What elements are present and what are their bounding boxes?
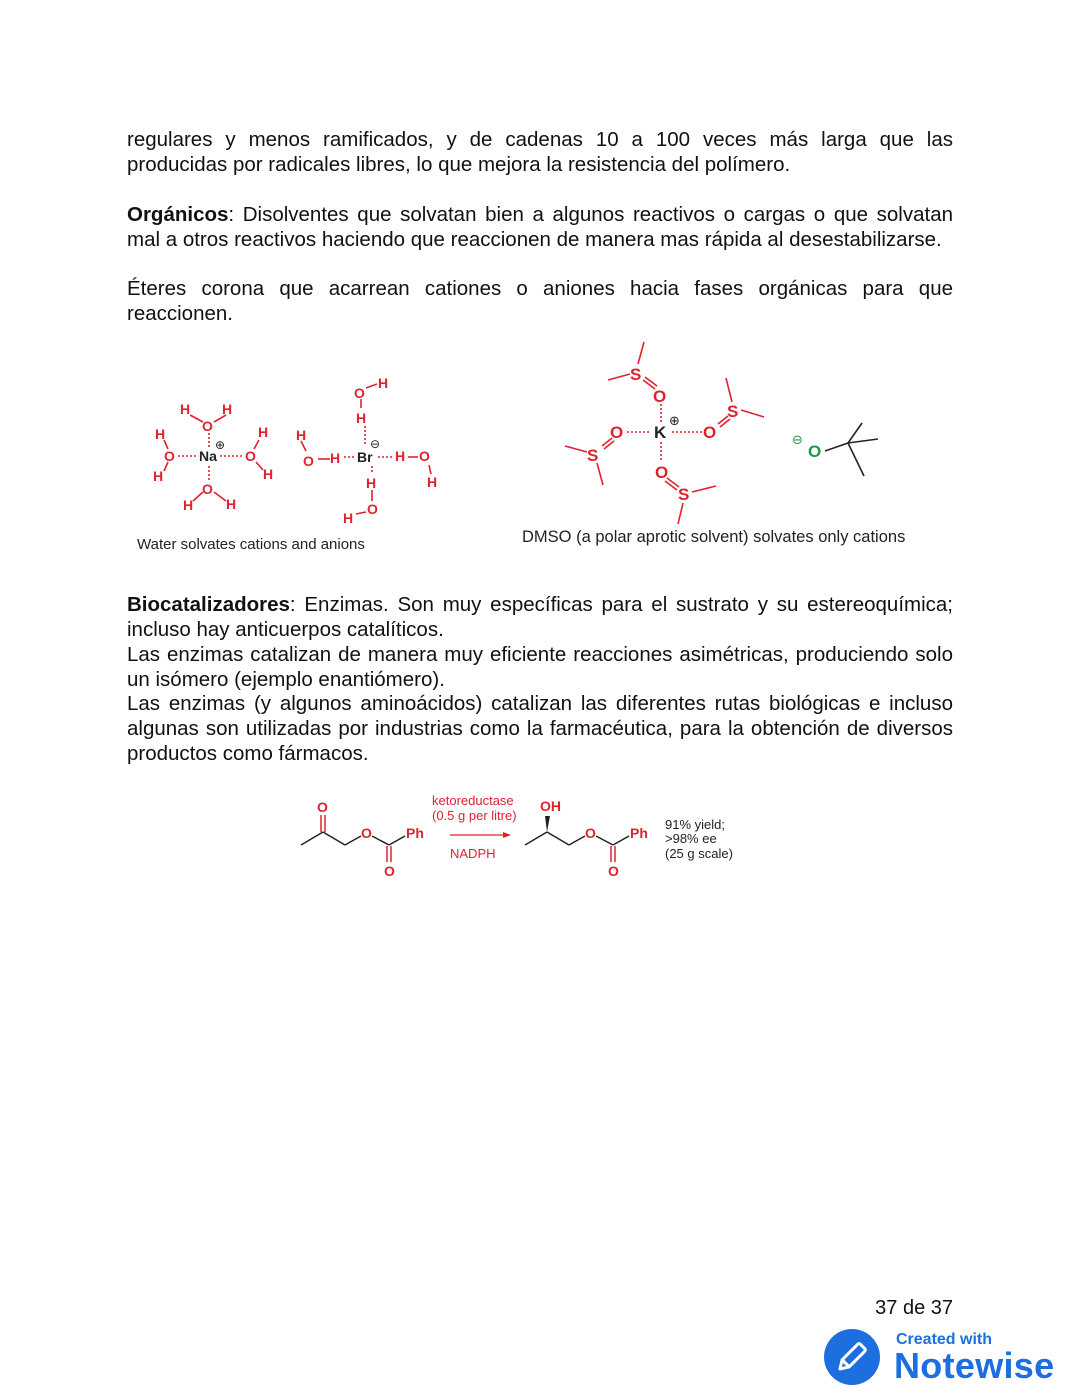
product-hydroxyester xyxy=(525,798,648,879)
svg-text:O: O xyxy=(808,442,822,461)
paragraph-biocatalizadores: Biocatalizadores: Enzimas. Son muy específicas para el sustrato y su estereoquímica; incluso hay anticuerpos catalíticos. xyxy=(127,593,953,641)
ee-label: >98% ee xyxy=(665,831,717,846)
svg-text:S: S xyxy=(587,446,599,465)
svg-text:S: S xyxy=(630,365,642,384)
sodium-water-complex xyxy=(153,401,273,513)
svg-text:⊖: ⊖ xyxy=(370,437,381,451)
svg-text:O: O xyxy=(245,448,256,464)
svg-text:O: O xyxy=(419,448,430,464)
svg-text:H: H xyxy=(366,475,377,491)
bromide-water-complex xyxy=(296,375,437,526)
svg-text:O: O xyxy=(164,448,175,464)
svg-text:O: O xyxy=(303,453,314,469)
yield-label: 91% yield; xyxy=(665,817,725,832)
notewise-badge[interactable] xyxy=(824,1328,1069,1388)
svg-text:⊕: ⊕ xyxy=(669,413,680,428)
svg-text:O: O xyxy=(367,501,378,517)
ketoreductase-reaction xyxy=(0,780,1080,890)
bromide-label: Br xyxy=(357,449,373,465)
reaction-arrow xyxy=(450,832,511,838)
svg-text:O: O xyxy=(202,418,213,434)
created-with-label: Created with xyxy=(896,1331,993,1348)
svg-text:O: O xyxy=(608,863,619,879)
svg-text:S: S xyxy=(678,485,690,504)
svg-text:H: H xyxy=(258,424,269,440)
paragraph-organicos: Orgánicos: Disolventes que solvatan bien a algunos reactivos o cargas o que solvatan mal a otros reactivos haciendo que reaccionen de manera mas rápida al desestabilizarse. xyxy=(127,203,953,251)
svg-text:H: H xyxy=(155,426,166,442)
notewise-logo-text: Notewise xyxy=(894,1345,1055,1386)
svg-text:O: O xyxy=(384,863,395,879)
svg-text:O: O xyxy=(655,463,669,482)
svg-text:H: H xyxy=(183,497,194,513)
svg-text:H: H xyxy=(153,468,164,484)
svg-text:H: H xyxy=(296,427,307,443)
svg-text:H: H xyxy=(226,496,237,512)
reactant-ketoester xyxy=(301,799,424,879)
svg-text:Ph: Ph xyxy=(406,825,424,841)
paragraph-enzimas-asimetricas: Las enzimas catalizan de manera muy eficiente reacciones asimétricas, produciendo solo un isómero (ejemplo enantiómero). xyxy=(127,643,953,691)
svg-text:OH: OH xyxy=(540,798,561,814)
enzyme-label: ketoreductase xyxy=(432,793,514,808)
svg-text:⊖: ⊖ xyxy=(792,432,803,447)
page-number: 37 de 37 xyxy=(875,1297,953,1319)
cofactor-label: NADPH xyxy=(450,846,496,861)
potassium-label: K xyxy=(654,423,667,442)
pencil-icon xyxy=(824,1328,882,1386)
svg-text:H: H xyxy=(222,401,233,417)
svg-text:Ph: Ph xyxy=(630,825,648,841)
sodium-label: Na xyxy=(199,448,217,464)
svg-text:H: H xyxy=(378,375,389,391)
svg-text:H: H xyxy=(263,466,274,482)
svg-text:O: O xyxy=(585,825,596,841)
potassium-dmso-complex xyxy=(565,342,764,524)
tert-butoxide xyxy=(792,423,878,476)
svg-text:H: H xyxy=(343,510,354,526)
svg-text:O: O xyxy=(610,423,624,442)
paragraph-polymer: regulares y menos ramificados, y de cadenas 10 a 100 veces más larga que las producidas por radicales libres, lo que mejora la resistencia del polímero. xyxy=(127,128,953,176)
svg-text:H: H xyxy=(180,401,191,417)
term-organicos: Orgánicos xyxy=(127,203,229,226)
svg-text:O: O xyxy=(361,825,372,841)
svg-text:O: O xyxy=(202,481,213,497)
dmso-caption: DMSO (a polar aprotic solvent) solvates only cations xyxy=(522,528,906,546)
enzyme-amount: (0.5 g per litre) xyxy=(432,808,517,823)
scale-label: (25 g scale) xyxy=(665,846,733,861)
term-biocatalizadores: Biocatalizadores xyxy=(127,593,290,616)
svg-text:H: H xyxy=(395,448,406,464)
svg-text:H: H xyxy=(427,474,438,490)
svg-text:O: O xyxy=(653,387,667,406)
paragraph-eteres-corona: Éteres corona que acarrean cationes o aniones hacia fases orgánicas para que reaccionen. xyxy=(127,277,953,325)
svg-text:⊕: ⊕ xyxy=(215,438,226,452)
svg-text:H: H xyxy=(330,450,341,466)
svg-text:H: H xyxy=(356,410,367,426)
svg-text:O: O xyxy=(703,423,717,442)
svg-text:S: S xyxy=(727,402,739,421)
svg-text:O: O xyxy=(354,385,365,401)
svg-text:O: O xyxy=(317,799,328,815)
water-caption: Water solvates cations and anions xyxy=(137,536,365,553)
paragraph-enzimas-rutas: Las enzimas (y algunos aminoácidos) catalizan las diferentes rutas biológicas e incluso algunas son utilizadas por industrias como la farmacéutica, para la obtención de diversos productos como fármacos. xyxy=(127,692,953,765)
